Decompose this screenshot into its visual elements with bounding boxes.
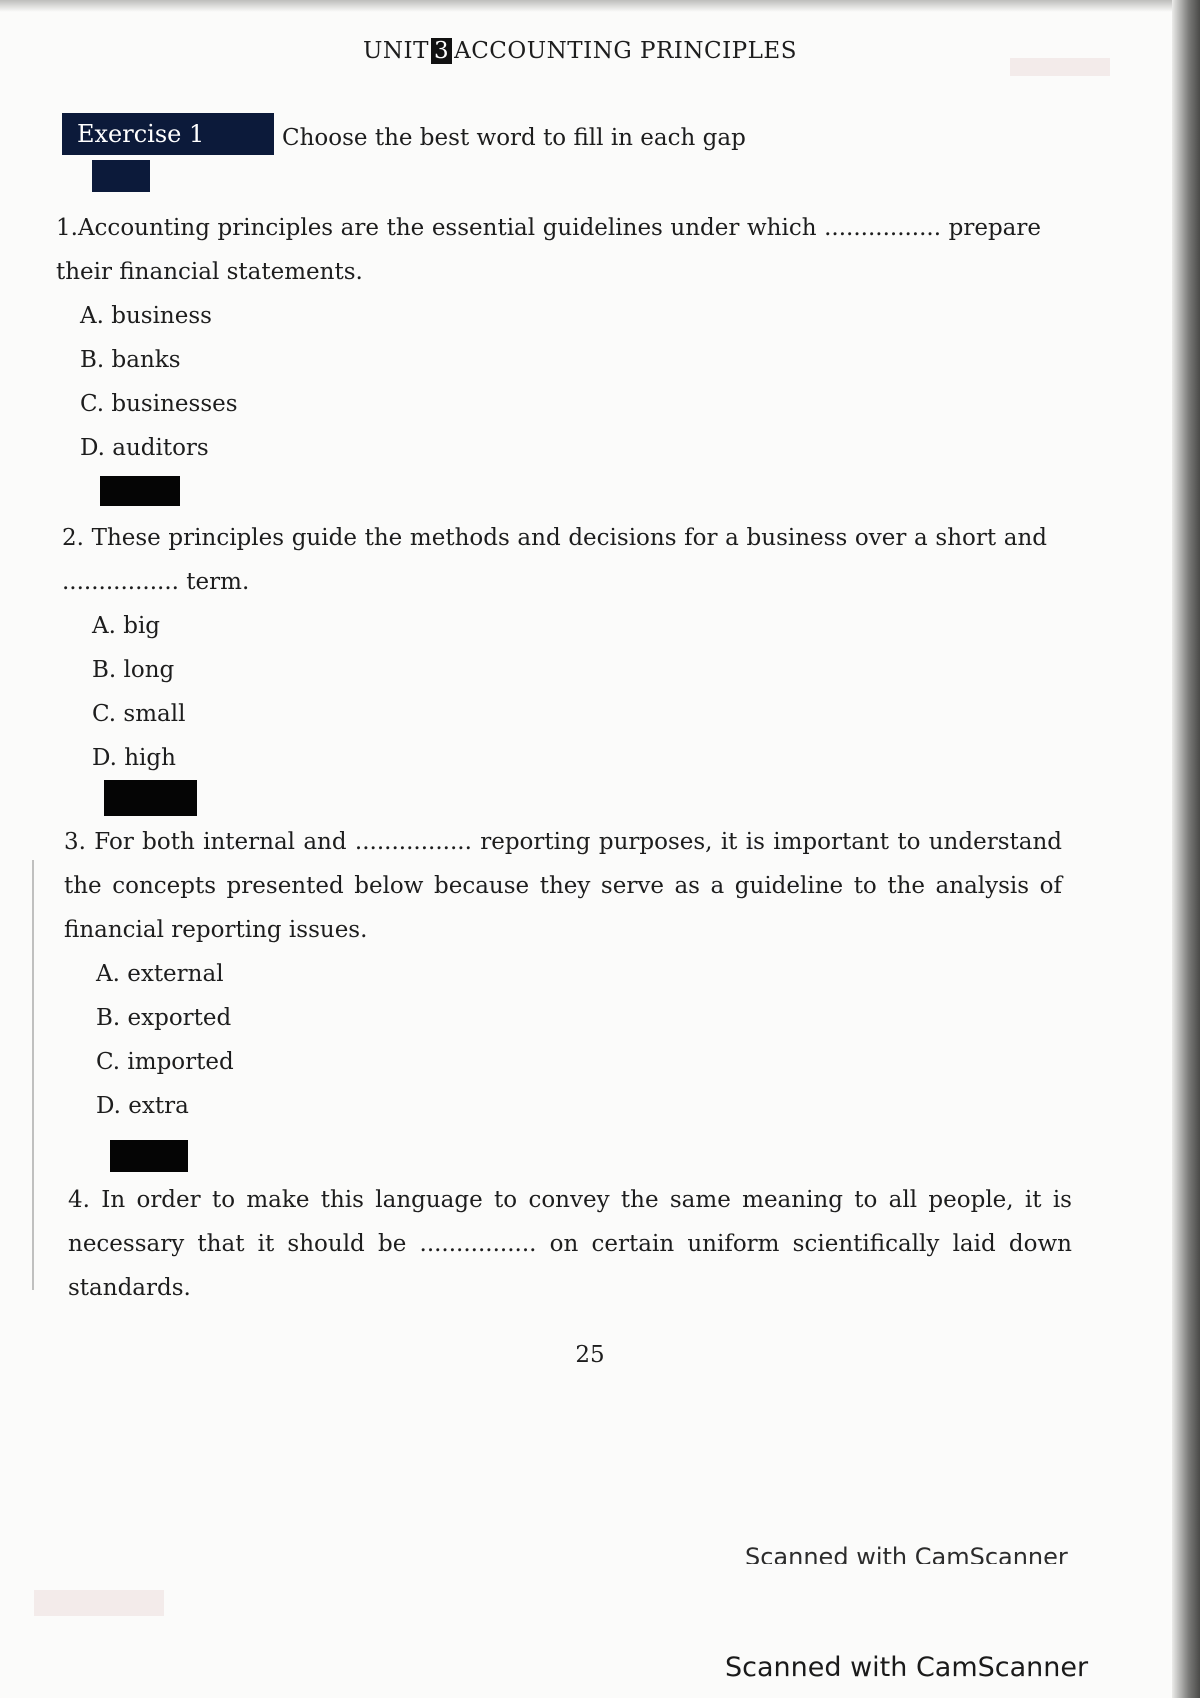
option-list bbox=[56, 294, 1041, 470]
option-b: B. exported bbox=[96, 1005, 232, 1031]
option-a: A. external bbox=[96, 961, 224, 987]
scanner-watermark-small: Scanned with CamScanner bbox=[745, 1543, 1068, 1564]
question-stem: 4. In order to make this language to convey the same meaning to all people, it is necessary that it should be ................ on certain uniform scientifically laid down standards. bbox=[68, 1187, 1072, 1301]
question-2 bbox=[62, 516, 1047, 780]
redaction-block bbox=[104, 780, 197, 816]
unit-prefix: UNIT bbox=[363, 38, 429, 64]
redaction-block bbox=[100, 476, 180, 506]
scan-top-shadow bbox=[0, 0, 1200, 12]
question-stem: 1.Accounting principles are the essential guidelines under which ................ prepare their financial statements. bbox=[56, 215, 1041, 285]
scan-smudge bbox=[34, 1590, 164, 1616]
option-b: B. banks bbox=[80, 347, 181, 373]
question-3 bbox=[64, 820, 1062, 1128]
question-stem: 2. These principles guide the methods and decisions for a business over a short and ................ term. bbox=[62, 525, 1047, 595]
option-c: C. imported bbox=[96, 1049, 234, 1075]
unit-title-text: ACCOUNTING PRINCIPLES bbox=[454, 38, 797, 64]
question-4 bbox=[68, 1178, 1072, 1310]
option-a: A. business bbox=[80, 303, 212, 329]
option-list bbox=[64, 952, 1062, 1128]
redaction-block bbox=[92, 160, 150, 192]
scan-edge-shadow bbox=[1172, 0, 1200, 1698]
exercise-label: Exercise 1 bbox=[62, 113, 274, 155]
redaction-block bbox=[110, 1140, 188, 1172]
option-c: C. small bbox=[92, 701, 186, 727]
option-b: B. long bbox=[92, 657, 175, 683]
unit-number-badge: 3 bbox=[431, 38, 452, 64]
option-d: D. auditors bbox=[80, 435, 209, 461]
page-title bbox=[0, 38, 1160, 64]
option-list bbox=[62, 604, 1047, 780]
option-d: D. high bbox=[92, 745, 176, 771]
exercise-instruction: Choose the best word to fill in each gap bbox=[282, 125, 746, 151]
option-d: D. extra bbox=[96, 1093, 189, 1119]
question-1 bbox=[56, 206, 1041, 470]
scanner-watermark: Scanned with CamScanner bbox=[725, 1652, 1089, 1683]
option-a: A. big bbox=[92, 613, 161, 639]
page-number: 25 bbox=[575, 1342, 605, 1368]
option-c: C. businesses bbox=[80, 391, 238, 417]
question-stem: 3. For both internal and ................ reporting purposes, it is important to understand the concepts presented below because they serve as a guideline to the analysis of financial reporting issues. bbox=[64, 829, 1062, 943]
scan-margin-line bbox=[32, 860, 34, 1290]
